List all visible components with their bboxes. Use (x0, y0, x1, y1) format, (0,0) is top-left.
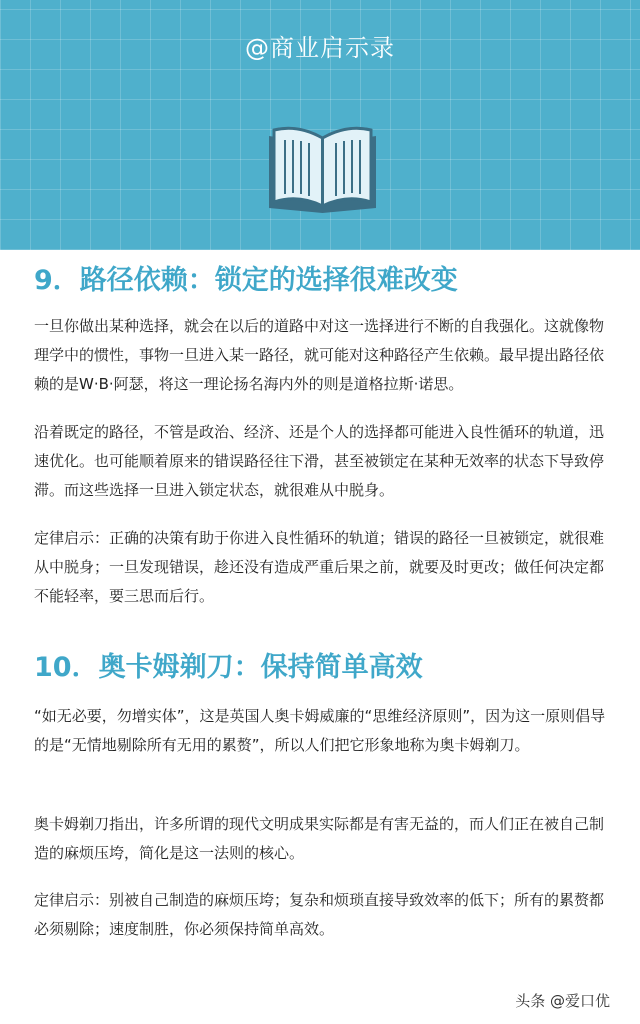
section-10-paragraph-2: 奥卡姆剃刀指出，许多所谓的现代文明成果实际都是有害无益的，而人们正在被自己制造的麻烦压垮，简化是这一法则的核心。 (34, 815, 605, 862)
section-10-paragraph-1: “如无必要，勿增实体”，这是英国人奥卡姆威廉的“思维经济原则”，因为这一原则倡导的是“无情地剔除所有无用的累赘”，所以人们把它形象地称为奥卡姆剃刀。 (34, 707, 606, 754)
section-9-paragraph-3: 定律启示：正确的决策有助于你进入良性循环的轨道；错误的路径一旦被锁定，就很难从中脱身；一旦发现错误，趁还没有造成严重后果之前，就要及时更改；做任何决定都不能轻率，要三思而后行。 (34, 529, 605, 605)
source-watermark: 头条 @爱口优 (515, 992, 610, 1010)
section-heading-9: 9．路径依赖：锁定的选择很难改变 (34, 265, 458, 296)
open-book-icon (265, 124, 380, 214)
section-heading-10: 10．奥卡姆剃刀：保持简单高效 (34, 652, 423, 683)
section-9-paragraph-2: 沿着既定的路径，不管是政治、经济、还是个人的选择都可能进入良性循环的轨道，迅速优化。也可能顺着原来的错误路径往下滑，甚至被锁定在某种无效率的状态下导致停滞。而这些选择一旦进入锁定状态，就很难从中脱身。 (34, 423, 605, 499)
header-banner (0, 0, 640, 250)
section-9-paragraph-1: 一旦你做出某种选择，就会在以后的道路中对这一选择进行不断的自我强化。这就像物理学中的惯性，事物一旦进入某一路径，就可能对这种路径产生依赖。最早提出路径依赖的是W·B·阿瑟，将这一理论扬名海内外的则是道格拉斯·诺思。 (34, 317, 605, 393)
section-10-paragraph-3: 定律启示：别被自己制造的麻烦压垮；复杂和烦琐直接导致效率的低下；所有的累赘都必须剔除；速度制胜，你必须保持简单高效。 (34, 891, 605, 938)
header-title: @商业启示录 (245, 34, 395, 62)
